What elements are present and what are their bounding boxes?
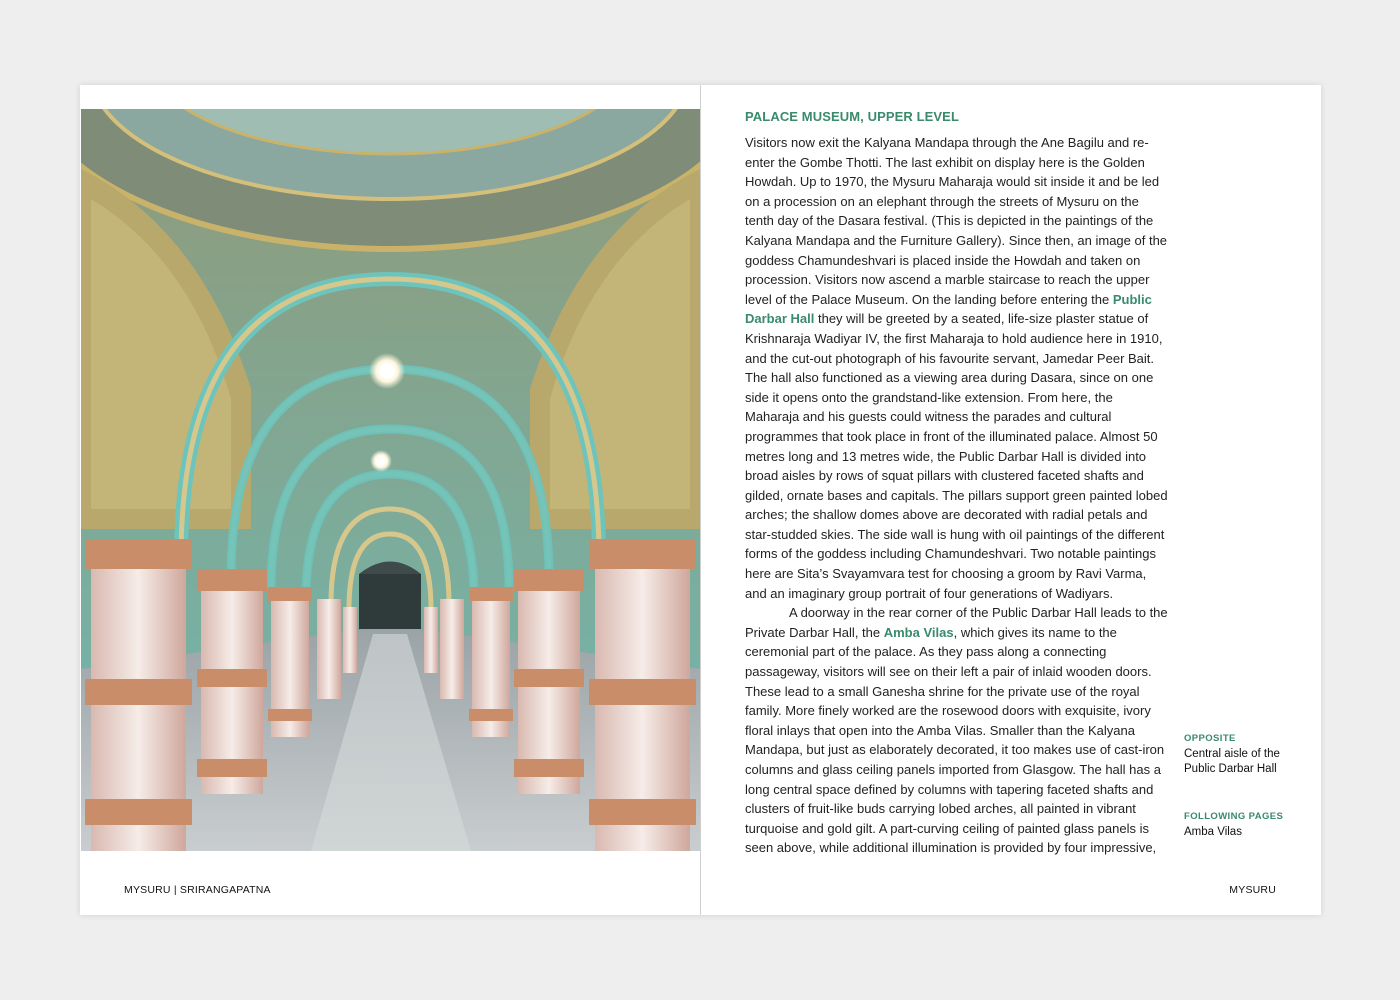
left-folio: MYSURU | SRIRANGAPATNA xyxy=(124,884,271,896)
paragraph-2-text-b: , which gives its name to the ceremonial part of the palace. As they pass along a connecting passageway, visitors will see on their left a pair of inlaid wooden doors. These lead to a small Ganesha shrine for the private use of the royal family. More finely worked are the rosewood doors with exquisite, ivory floral inlays that open into the Amba Vilas. Smaller than the Kalyana Mandapa, but just as elaborately decorated, it too makes use of cast-iron columns and glass ceiling panels imported from Glasgow. The hall has a long central space defined by columns with tapering faceted shafts and clusters of fruit-like buds carrying lobed arches, all painted in vibrant turquoise and gold gilt. A part-curving ceiling of painted glass panels is seen above, while additional illumination is provided by four impressive, xyxy=(745,624,1165,856)
caption-opposite-text: Central aisle of the Public Darbar Hall xyxy=(1184,747,1280,776)
paragraph-2-text-a: A doorway in the rear corner of the Public Darbar Hall leads to the Private Darbar Hall, the xyxy=(745,605,1168,640)
book-spread xyxy=(80,85,1321,915)
caption-opposite xyxy=(1184,731,1294,778)
term-public-darbar-hall: Public Darbar Hall xyxy=(745,291,1152,327)
right-folio: MYSURU xyxy=(1229,884,1276,896)
body-text xyxy=(745,133,1169,858)
paragraph-1-text-a: Visitors now exit the Kalyana Mandapa through the Ane Bagilu and re-enter the Gombe Thotti. The last exhibit on display here is the Golden Howdah. Up to 1970, the Mysuru Maharaja would sit inside it and be led on a procession on an elephant through the streets of Mysuru on the tenth day of the Dasara festival. (This is depicted in the paintings of the Kalyana Mandapa and the Furniture Gallery). Since then, an image of the goddess Chamundeshvari is placed inside the Howdah and taken on procession. Visitors now ascend a marble staircase to reach the upper level of the Palace Museum. On the landing before entering the xyxy=(745,135,1168,307)
paragraph-2 xyxy=(745,603,1169,858)
right-page xyxy=(701,85,1321,915)
caption-following xyxy=(1184,809,1294,840)
term-amba-vilas: Amba Vilas xyxy=(883,624,954,640)
left-page xyxy=(80,85,701,915)
section-heading: PALACE MUSEUM, UPPER LEVEL xyxy=(745,109,959,124)
darbar-hall-photo xyxy=(81,109,700,851)
paragraph-1-text-b: they will be greeted by a seated, life-size plaster statue of Krishnaraja Wadiyar IV, the first Maharaja to hold audience here in 1910, and the cut-out photograph of his favourite servant, Jamedar Peer Bait. The hall also functioned as a viewing area during Dasara, since on one side it opens onto the grandstand-like extension. From here, the Maharaja and his guests could witness the parades and cultural programmes that took place in front of the illuminated palace. Almost 50 metres long and 13 metres wide, the Public Darbar Hall is divided into broad aisles by rows of squat pillars with clustered faceted shafts and gilded, ornate bases and capitals. The pillars support green painted lobed arches; the shallow domes above are decorated with radial petals and star-studded skies. The side wall is hung with oil paintings of the different forms of the goddess including Chamundeshvari. Two notable paintings here are Sita’s Svayamvara test for choosing a groom by Ravi Varma, and an imaginary group portrait of four generations of Wadiyars. xyxy=(745,311,1168,601)
caption-following-label: FOLLOWING PAGES xyxy=(1184,811,1284,822)
caption-opposite-label: OPPOSITE xyxy=(1184,733,1236,744)
caption-following-text: Amba Vilas xyxy=(1184,825,1242,838)
paragraph-1 xyxy=(745,133,1169,603)
